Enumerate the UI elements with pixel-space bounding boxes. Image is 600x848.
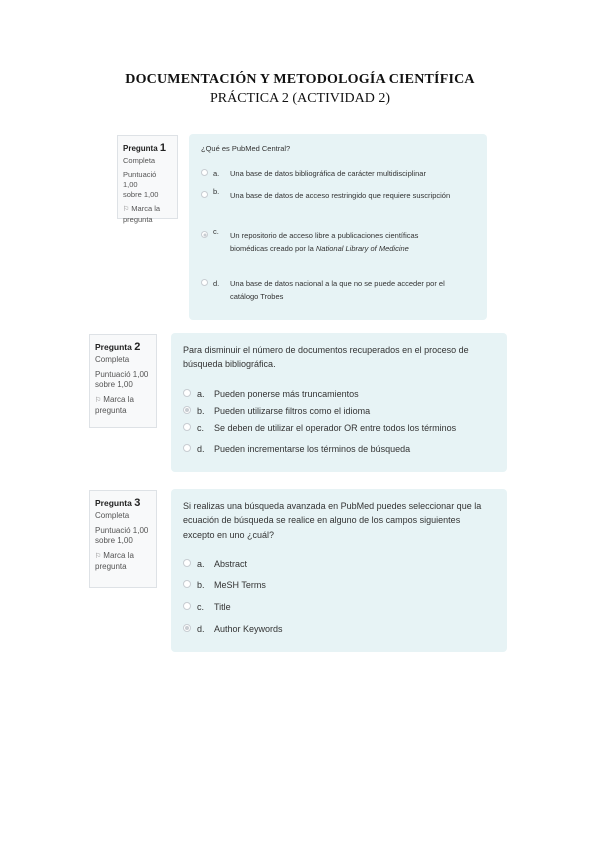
radio-button[interactable] (183, 423, 191, 431)
radio-button-selected[interactable] (201, 231, 208, 238)
question-score: Puntuació 1,00 sobre 1,00 (123, 169, 159, 200)
radio-button[interactable] (183, 580, 191, 588)
question-text: Si realizas una búsqueda avanzada en PubMed puedes seleccionar que la ecuación de búsqueda se realice en alguno de los campos siguientes excepto en uno ¿cuál? (183, 501, 482, 540)
answer-option-d[interactable]: d. Author Keywords (183, 623, 497, 636)
radio-button[interactable] (183, 559, 191, 567)
question-number: 1 (159, 142, 167, 154)
question-state: Completa (95, 354, 130, 364)
flag-icon: ⚐ (95, 553, 102, 561)
radio-button[interactable] (201, 191, 208, 198)
question-3-content (171, 489, 507, 652)
radio-button[interactable] (183, 444, 191, 452)
radio-button[interactable] (201, 169, 208, 176)
answer-option-d[interactable]: d. Una base de datos nacional a la que no se puede acceder por el catálogo Trobes (201, 278, 477, 304)
answer-option-b[interactable]: b. Pueden utilizarse filtros como el idioma (183, 405, 497, 418)
question-number: 2 (134, 341, 141, 353)
question-text: Para disminuir el número de documentos recuperados en el proceso de búsqueda bibliográfica. (183, 345, 469, 370)
flag-question-button[interactable]: ⚐ Marca la pregunta (95, 395, 134, 416)
radio-button-selected[interactable] (183, 406, 191, 414)
question-2-heading: Pregunta 2 (95, 341, 141, 353)
question-score: Puntuació 1,00 sobre 1,00 (95, 525, 149, 546)
answer-option-a[interactable]: a. Una base de datos bibliográfica de carácter multidisciplinar (201, 168, 477, 181)
answer-option-a[interactable]: a. Abstract (183, 558, 497, 571)
flag-question-button[interactable]: ⚐ Marca la pregunta (95, 551, 134, 572)
answer-option-c[interactable]: c. Title (183, 601, 497, 614)
question-score: Puntuació 1,00 sobre 1,00 (95, 369, 149, 390)
answer-option-c[interactable]: c. Se deben de utilizar el operador OR entre todos los términos (183, 422, 497, 435)
answer-option-a[interactable]: a. Pueden ponerse más truncamientos (183, 388, 497, 401)
question-3-info (89, 490, 157, 588)
answer-option-b[interactable]: b. MeSH Terms (183, 579, 497, 592)
page-title: DOCUMENTACIÓN Y METODOLOGÍA CIENTÍFICA (125, 72, 475, 87)
answer-option-d[interactable]: d. Pueden incrementarse los términos de búsqueda (183, 443, 497, 456)
flag-icon: ⚐ (95, 397, 102, 405)
radio-button-selected[interactable] (183, 624, 191, 632)
question-1-info (117, 135, 178, 224)
flag-icon: ⚐ (123, 206, 130, 214)
question-text: ¿Qué es PubMed Central? (201, 144, 291, 153)
radio-button[interactable] (201, 279, 208, 286)
question-state: Completa (95, 510, 130, 520)
question-1-content (189, 134, 487, 320)
question-2-info (89, 334, 157, 428)
page-subtitle: PRÁCTICA 2 (ACTIVIDAD 2) (209, 91, 391, 106)
question-number: 3 (134, 497, 141, 509)
answer-option-c[interactable]: c. Un repositorio de acceso libre a publicaciones científicas biomédicas creado por la National Library of Medicine (201, 230, 477, 256)
flag-question-button[interactable]: ⚐ Marca la pregunta (123, 204, 161, 224)
question-2-content (171, 333, 507, 472)
radio-button[interactable] (183, 389, 191, 397)
answer-option-b[interactable]: b. Una base de datos de acceso restringido que requiere suscripción (201, 190, 477, 203)
radio-button[interactable] (183, 602, 191, 610)
question-3-heading: Pregunta 3 (95, 497, 141, 509)
question-1-heading: Pregunta 1 (123, 142, 167, 154)
question-state: Completa (123, 155, 156, 165)
